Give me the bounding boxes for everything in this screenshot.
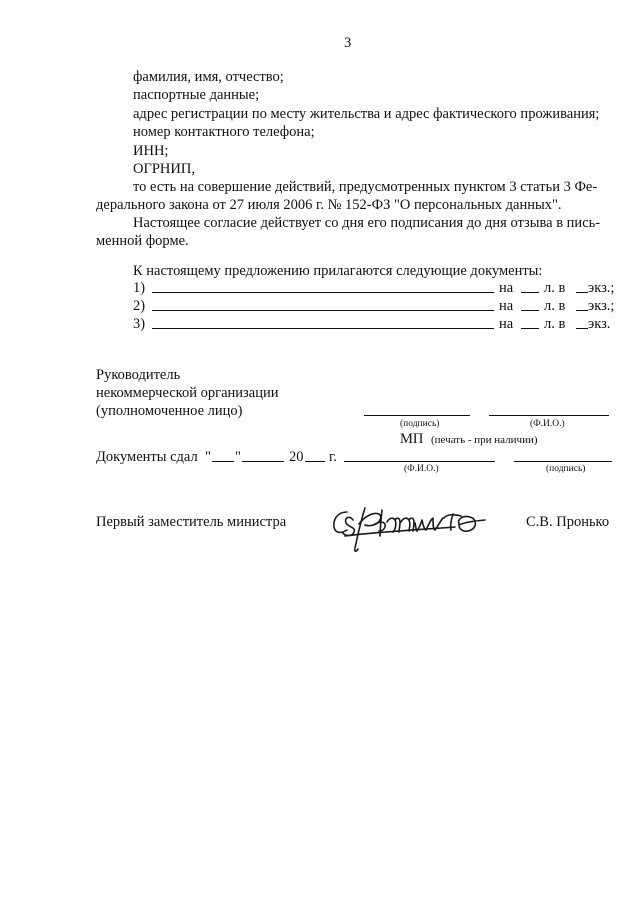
list-item: фамилия, имя, отчество;	[133, 69, 284, 85]
attachment-row-na: на	[499, 316, 514, 332]
attachment-row-copies-field[interactable]	[576, 328, 588, 329]
attachment-row-sheets: л. в	[544, 298, 566, 314]
attachment-row-sheets-field[interactable]	[521, 292, 539, 293]
paragraph-validity-line1: Настоящее согласие действует со дня его подписания до дня отзыва в пись-	[133, 215, 601, 231]
paragraph-consent-scope-line2: дерального закона от 27 июля 2006 г. № 152-ФЗ "О персональных данных".	[96, 197, 562, 213]
stamp-note: (печать - при наличии)	[431, 434, 538, 446]
submitted-fio-caption: (Ф.И.О.)	[404, 464, 439, 474]
submitted-year-field[interactable]	[305, 461, 325, 462]
attachment-row-copies: экз.;	[588, 280, 615, 296]
attachment-row-number: 1)	[133, 280, 146, 296]
submitted-year-prefix: 20	[289, 449, 304, 465]
head-title-line1: Руководитель	[96, 367, 181, 383]
attachment-row-copies-field[interactable]	[576, 292, 588, 293]
submitted-signature-caption: (подпись)	[546, 464, 586, 474]
attachment-row-title-field[interactable]	[152, 310, 494, 311]
submitted-month-field[interactable]	[242, 461, 284, 462]
signatory-position: Первый заместитель министра	[96, 514, 287, 530]
list-item: ИНН;	[133, 143, 169, 159]
head-fio-field[interactable]	[489, 415, 609, 416]
submitted-label: Документы сдал	[96, 449, 198, 465]
attachment-row-sheets-field[interactable]	[521, 310, 539, 311]
attachment-row-title-field[interactable]	[152, 328, 494, 329]
submitted-year-suffix: г.	[329, 449, 337, 465]
head-fio-caption: (Ф.И.О.)	[530, 419, 565, 429]
stamp-label: МП	[400, 431, 424, 447]
attachment-row-sheets: л. в	[544, 316, 566, 332]
list-item: ОГРНИП,	[133, 161, 195, 177]
attachment-row-number: 3)	[133, 316, 146, 332]
submitted-quote-open: "	[205, 449, 211, 465]
handwritten-signature	[325, 496, 497, 558]
attachment-row-na: на	[499, 298, 514, 314]
submitted-quote-close: "	[235, 449, 241, 465]
signatory-name: С.В. Пронько	[526, 514, 610, 530]
head-signature-caption: (подпись)	[400, 419, 440, 429]
submitted-day-field[interactable]	[212, 461, 234, 462]
submitted-fio-field[interactable]	[344, 461, 495, 462]
attachment-row-number: 2)	[133, 298, 146, 314]
page-number: 3	[344, 35, 352, 51]
attachments-intro: К настоящему предложению прилагаются следующие документы:	[133, 263, 543, 279]
attachment-row-copies-field[interactable]	[576, 310, 588, 311]
head-title-line2: некоммерческой организации	[96, 385, 279, 401]
attachment-row-copies: экз.	[588, 316, 611, 332]
attachment-row-copies: экз.;	[588, 298, 615, 314]
paragraph-consent-scope-line1: то есть на совершение действий, предусмотренных пунктом 3 статьи 3 Фе-	[133, 179, 598, 195]
submitted-signature-field[interactable]	[514, 461, 612, 462]
attachment-row-na: на	[499, 280, 514, 296]
attachment-row-sheets: л. в	[544, 280, 566, 296]
attachment-row-sheets-field[interactable]	[521, 328, 539, 329]
head-signature-field[interactable]	[364, 415, 470, 416]
list-item: номер контактного телефона;	[133, 124, 315, 140]
attachment-row-title-field[interactable]	[152, 292, 494, 293]
paragraph-validity-line2: менной форме.	[96, 233, 189, 249]
list-item: паспортные данные;	[133, 87, 260, 103]
list-item: адрес регистрации по месту жительства и адрес фактического проживания;	[133, 106, 600, 122]
head-title-line3: (уполномоченное лицо)	[96, 403, 243, 419]
